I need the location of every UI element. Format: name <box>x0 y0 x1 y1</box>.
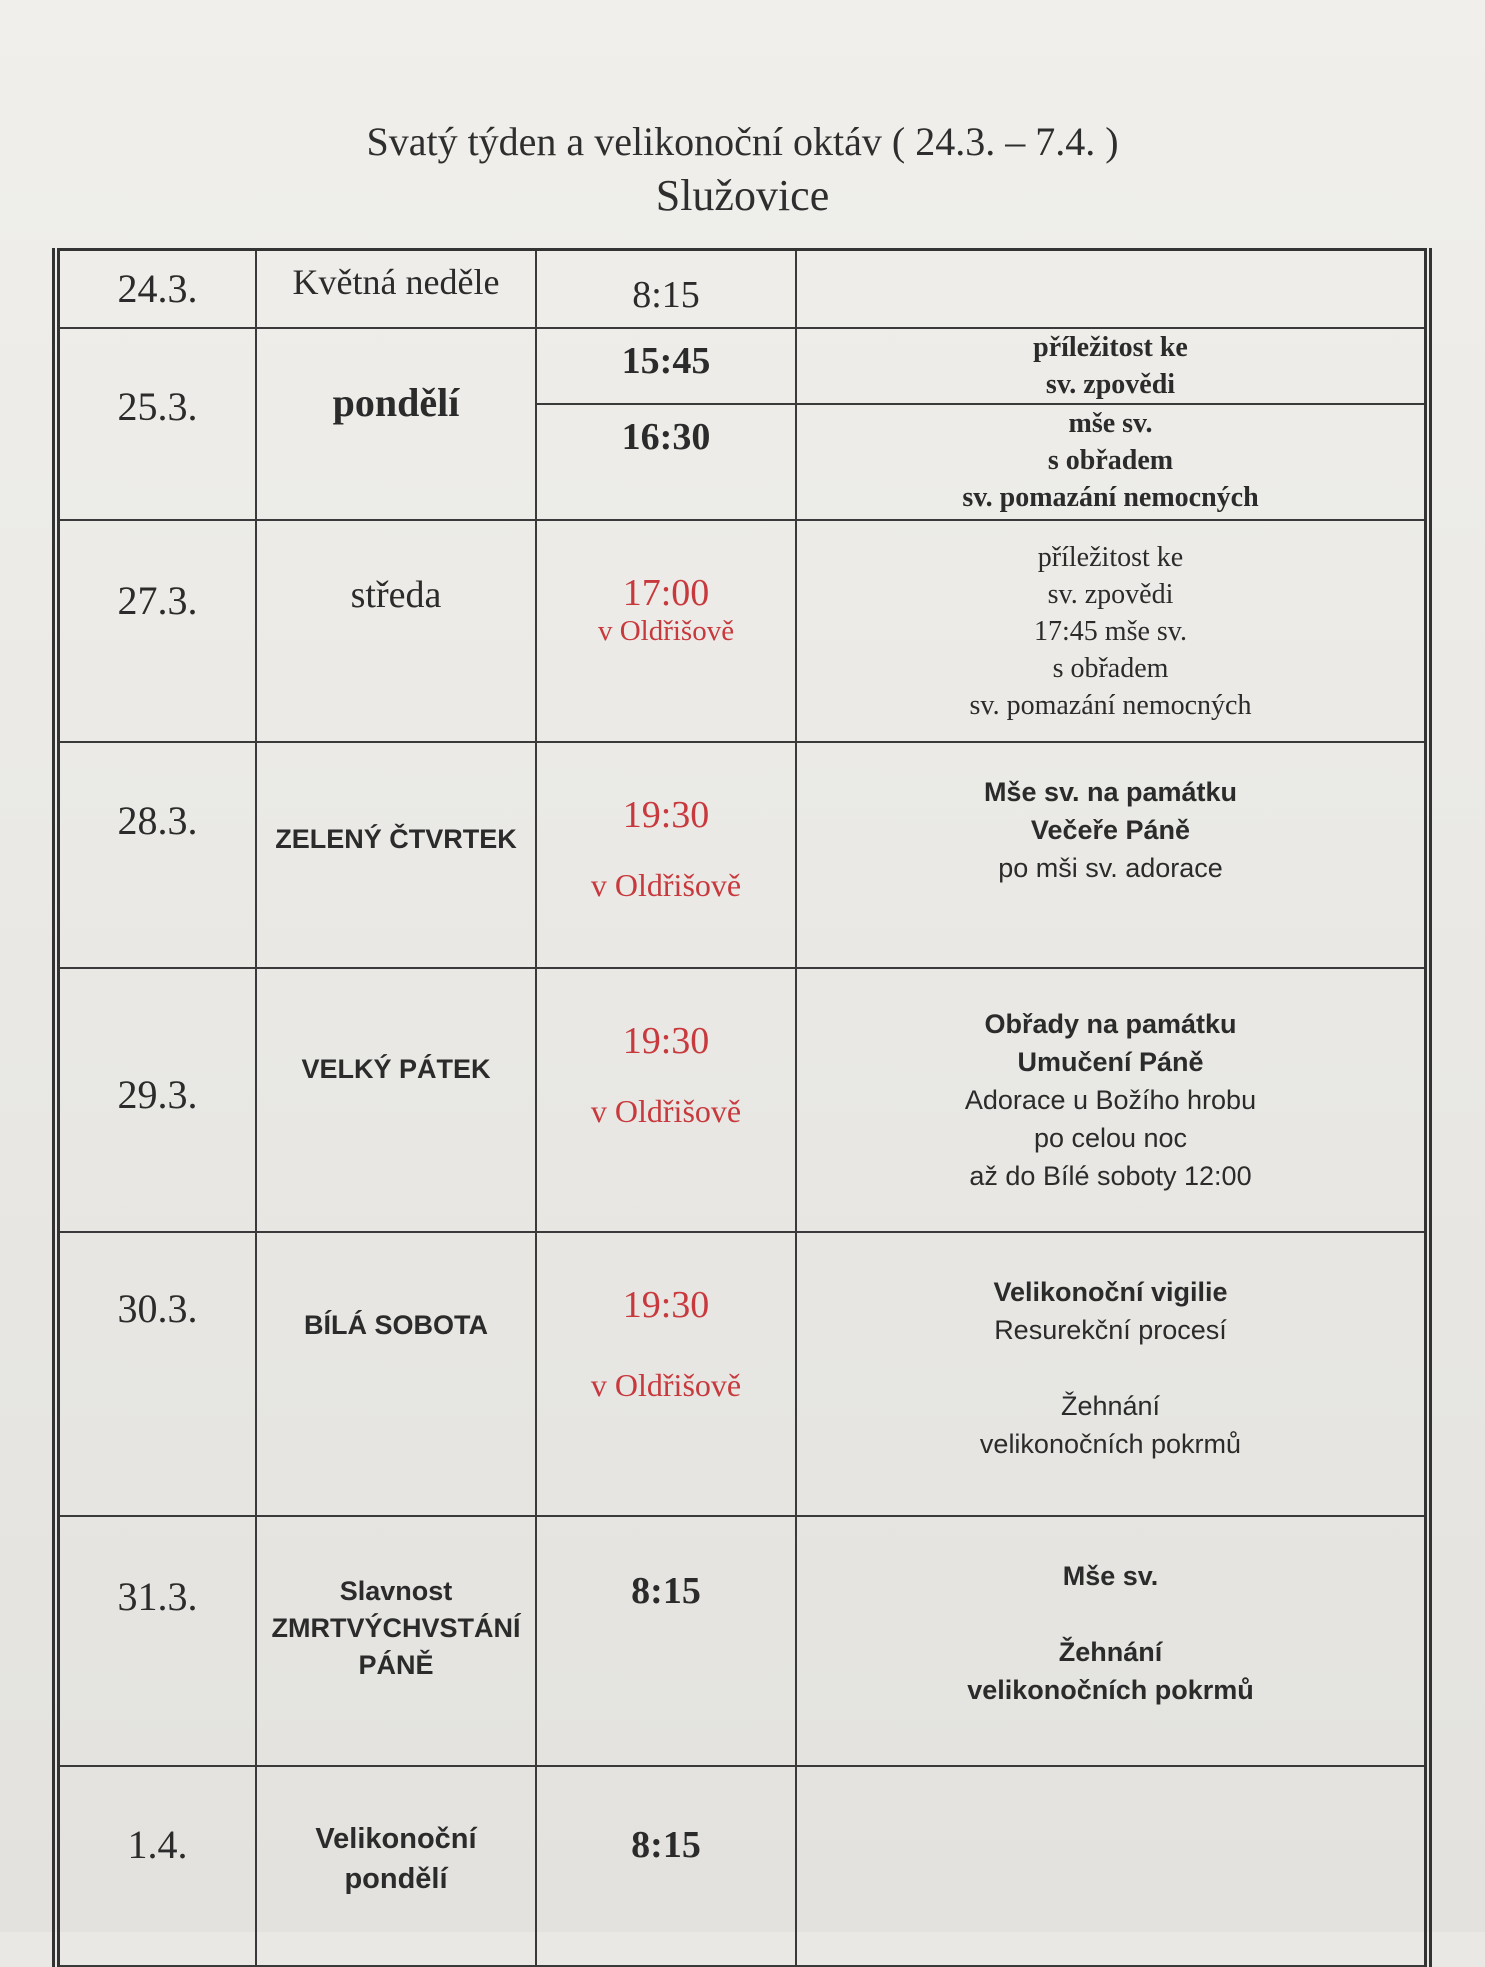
date-cell <box>56 250 256 328</box>
note-cell <box>796 1516 1428 1766</box>
note-line: až do Bílé soboty 12:00 <box>969 1160 1252 1191</box>
note-cell <box>796 328 1428 404</box>
day-cell <box>256 1516 536 1766</box>
note-line: Mše sv. <box>1062 1560 1159 1591</box>
day-text: Velikonoční <box>315 1822 477 1855</box>
table-row <box>56 1232 1428 1516</box>
time-text: 19:30 <box>622 793 710 836</box>
day-cell <box>256 968 536 1232</box>
day-text: Květná neděle <box>292 262 500 302</box>
note-line: sv. pomazání nemocných <box>962 481 1259 513</box>
note-line: Žehnání <box>1060 1390 1161 1421</box>
day-text: pondělí <box>344 1862 448 1895</box>
time-text: 8:15 <box>632 274 700 316</box>
time-cell <box>536 520 796 742</box>
note-line: velikonočních pokrmů <box>979 1428 1242 1459</box>
note-cell <box>796 1766 1428 1966</box>
note-line: Mše sv. na památku <box>983 776 1238 807</box>
date-cell <box>56 520 256 742</box>
day-text: ZELENÝ ČTVRTEK <box>275 823 517 854</box>
note-line: Resurekční procesí <box>994 1314 1227 1345</box>
time-cell <box>536 404 796 520</box>
note-line: s obřadem <box>1052 652 1169 684</box>
day-text: BÍLÁ SOBOTA <box>304 1309 488 1340</box>
note-line: velikonočních pokrmů <box>967 1674 1254 1705</box>
date-cell <box>56 1516 256 1766</box>
table-row <box>56 742 1428 968</box>
note-line: po mši sv. adorace <box>998 852 1223 883</box>
note-line: příležitost ke <box>1033 331 1188 363</box>
note-line: sv. pomazání nemocných <box>969 689 1252 721</box>
time-text: 8:15 <box>631 1569 701 1612</box>
table-row <box>56 250 1428 328</box>
table-row <box>56 328 1428 404</box>
note-line: s obřadem <box>1047 444 1174 476</box>
time-text: 16:30 <box>621 415 711 458</box>
day-text: středa <box>350 573 442 616</box>
date-text: 24.3. <box>117 266 198 311</box>
note-line: sv. zpovědi <box>1045 368 1176 400</box>
time-cell <box>536 1516 796 1766</box>
day-cell <box>256 1232 536 1516</box>
note-cell <box>796 250 1428 328</box>
note-cell <box>796 520 1428 742</box>
date-text: 28.3. <box>117 797 198 843</box>
time-text: 19:30 <box>622 1019 710 1062</box>
place-text: v Oldřišově <box>597 614 735 647</box>
day-text: PÁNĚ <box>358 1649 434 1680</box>
time-cell <box>536 742 796 968</box>
note-line: příležitost ke <box>1037 541 1184 573</box>
time-cell <box>536 1766 796 1966</box>
table-row <box>56 1766 1428 1966</box>
date-cell <box>56 742 256 968</box>
note-line: Adorace u Božího hrobu <box>964 1084 1257 1115</box>
note-line: Umučení Páně <box>1017 1046 1204 1077</box>
date-cell <box>56 968 256 1232</box>
day-cell <box>256 328 536 520</box>
note-line: Žehnání <box>1058 1636 1163 1667</box>
day-cell <box>256 250 536 328</box>
time-text: 19:30 <box>622 1283 710 1326</box>
note-line: 17:45 mše sv. <box>1034 615 1187 647</box>
date-text: 25.3. <box>117 383 198 429</box>
note-cell <box>796 404 1428 520</box>
note-line: Večeře Páně <box>1030 814 1191 845</box>
time-text: 17:00 <box>622 571 710 614</box>
time-cell <box>536 328 796 404</box>
time-text: 8:15 <box>631 1823 701 1866</box>
note-line: sv. zpovědi <box>1047 578 1174 610</box>
date-text: 29.3. <box>117 1071 198 1117</box>
day-text: VELKÝ PÁTEK <box>301 1053 491 1084</box>
date-text: 31.3. <box>117 1573 198 1619</box>
note-line: mše sv. <box>1068 407 1153 439</box>
time-cell <box>536 250 796 328</box>
date-cell <box>56 328 256 520</box>
day-text: ZMRTVÝCHVSTÁNÍ <box>271 1612 521 1643</box>
schedule-table <box>52 248 1432 1967</box>
time-text: 15:45 <box>621 339 711 382</box>
place-text: v Oldřišově <box>590 1366 742 1403</box>
time-cell <box>536 968 796 1232</box>
date-cell <box>56 1232 256 1516</box>
table-row <box>56 520 1428 742</box>
note-cell <box>796 1232 1428 1516</box>
day-text: Slavnost <box>339 1575 453 1606</box>
day-cell <box>256 520 536 742</box>
schedule-title: Svatý týden a velikonoční oktáv ( 24.3. – 7.4. ) <box>366 119 1119 164</box>
note-cell <box>796 742 1428 968</box>
place-text: v Oldřišově <box>590 1092 742 1129</box>
table-row <box>56 968 1428 1232</box>
table-row <box>56 1516 1428 1766</box>
note-line: Velikonoční vigilie <box>993 1276 1228 1307</box>
date-cell <box>56 1766 256 1966</box>
date-text: 30.3. <box>117 1285 198 1331</box>
day-cell <box>256 742 536 968</box>
note-line: Obřady na památku <box>984 1008 1237 1039</box>
day-cell <box>256 1766 536 1966</box>
date-text: 27.3. <box>117 577 198 623</box>
note-cell <box>796 968 1428 1232</box>
parish-name: Služovice <box>655 171 830 220</box>
date-text: 1.4. <box>127 1821 188 1867</box>
note-line: po celou noc <box>1033 1122 1188 1153</box>
time-cell <box>536 1232 796 1516</box>
day-text: pondělí <box>332 379 460 425</box>
place-text: v Oldřišově <box>590 866 742 903</box>
